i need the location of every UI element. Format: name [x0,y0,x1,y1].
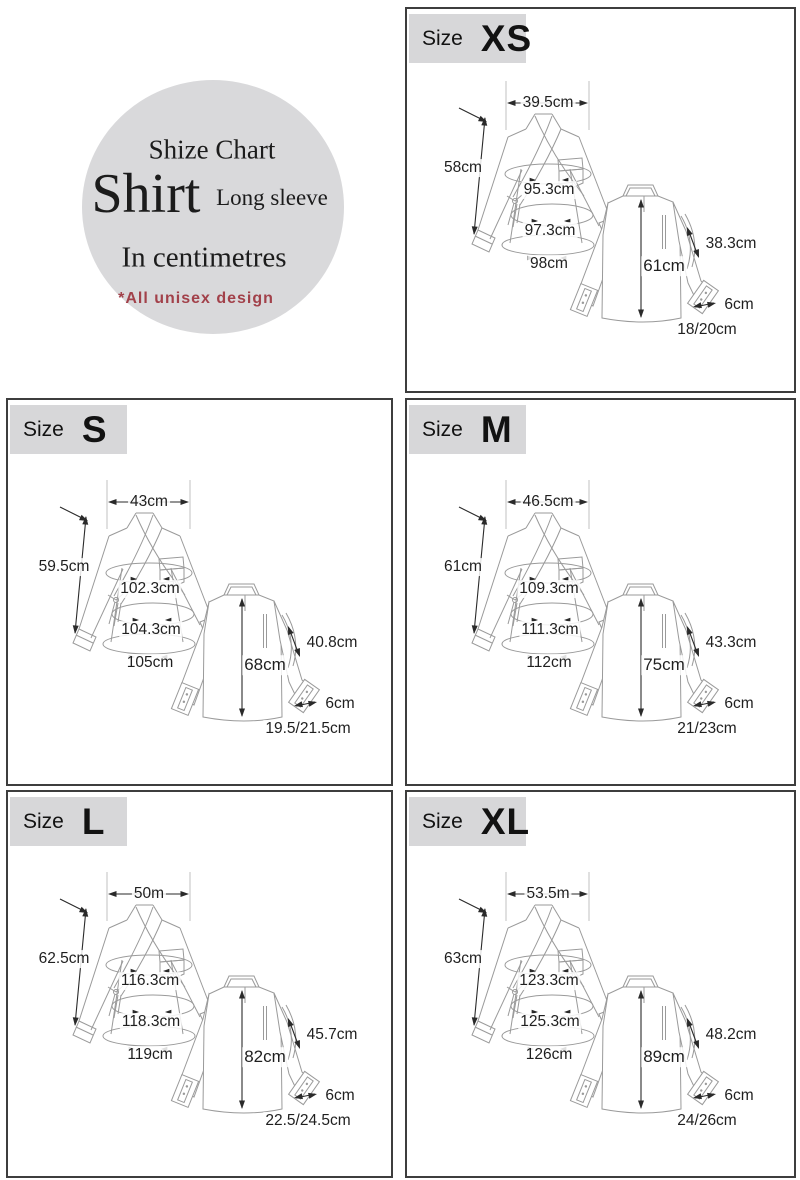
measure-sleeve-front: 58cm [444,159,482,177]
size-panel-l [6,790,393,1178]
measure-waist: 111.3cm [521,621,579,639]
measure-sleeve-back: 40.8cm [306,634,358,652]
measure-back-length: 61cm [643,256,685,276]
shirt-diagram-m [431,472,781,762]
measure-cuff-width: 6cm [724,1087,754,1105]
measure-chest: 109.3cm [519,580,579,598]
measure-waist: 104.3cm [121,621,181,639]
measure-sleeve-back: 45.7cm [306,1026,358,1044]
measure-hem: 112cm [526,654,572,672]
measure-chest: 116.3cm [120,972,180,990]
intro-units-label: In centimetres [121,241,287,274]
shirt-diagram-xl [431,864,781,1154]
size-panel-m [405,398,796,786]
measure-shoulder-width: 50m [133,885,165,903]
size-value-l: L [81,800,106,842]
size-panel-xl [405,790,796,1178]
measure-cuff-opening: 21/23cm [677,720,737,738]
intro-chart-label: Shize Chart [148,134,276,165]
size-header-l [10,797,127,846]
measure-sleeve-back: 43.3cm [705,634,757,652]
measure-cuff-width: 6cm [325,695,355,713]
measure-back-length: 82cm [244,1047,286,1067]
measure-chest: 95.3cm [523,181,575,199]
size-header-m [409,405,526,454]
shirt-drawing [431,864,781,1154]
intro-circle [82,80,344,334]
intro-unisex-note: *All unisex design [118,290,274,307]
measure-hem: 105cm [126,654,174,672]
size-value-xs: XS [480,17,533,59]
size-word: Size [422,26,463,50]
measure-cuff-opening: 22.5/24.5cm [265,1112,351,1130]
measure-chest: 102.3cm [120,580,180,598]
size-header-xs [409,14,533,63]
size-word: Size [23,809,64,833]
size-header-xl [409,797,531,846]
measure-sleeve-front: 62.5cm [38,950,90,968]
measure-sleeve-front: 59.5cm [38,558,90,576]
measure-back-length: 68cm [244,655,286,675]
measure-chest: 123.3cm [519,972,579,990]
measure-shoulder-width: 53.5m [526,885,570,903]
measure-sleeve-back: 38.3cm [705,235,757,253]
measure-hem: 126cm [525,1046,573,1064]
measure-waist: 125.3cm [520,1013,580,1031]
measure-sleeve-front: 61cm [444,558,482,576]
shirt-drawing [431,73,781,363]
measure-sleeve-back: 48.2cm [705,1026,757,1044]
measure-shoulder-width: 39.5cm [522,94,574,112]
shirt-drawing [431,472,781,762]
measure-waist: 97.3cm [524,222,576,240]
shirt-drawing [32,472,382,762]
size-word: Size [23,417,64,441]
size-panel-s [6,398,393,786]
size-value-m: M [480,408,513,450]
size-value-s: S [81,408,108,450]
measure-cuff-width: 6cm [724,296,754,314]
shirt-diagram-xs [431,73,781,363]
measure-cuff-width: 6cm [724,695,754,713]
intro-subtitle: Long sleeve [216,185,328,210]
shirt-diagram-l [32,864,382,1154]
measure-waist: 118.3cm [121,1013,181,1031]
measure-cuff-opening: 19.5/21.5cm [265,720,351,738]
size-header-s [10,405,127,454]
measure-sleeve-front: 63cm [444,950,482,968]
shirt-drawing [32,864,382,1154]
measure-shoulder-width: 46.5cm [522,493,574,511]
size-panel-xs [405,7,796,393]
measure-hem: 98cm [530,255,568,273]
size-word: Size [422,809,463,833]
measure-hem: 119cm [127,1046,173,1064]
measure-cuff-width: 6cm [325,1087,355,1105]
measure-cuff-opening: 18/20cm [677,321,737,339]
measure-shoulder-width: 43cm [130,493,168,511]
measure-cuff-opening: 24/26cm [677,1112,737,1130]
measure-back-length: 89cm [643,1047,685,1067]
shirt-diagram-s [32,472,382,762]
intro-product-title: Shirt [91,163,201,225]
size-value-xl: XL [480,800,531,842]
measure-back-length: 75cm [643,655,685,675]
size-word: Size [422,417,463,441]
